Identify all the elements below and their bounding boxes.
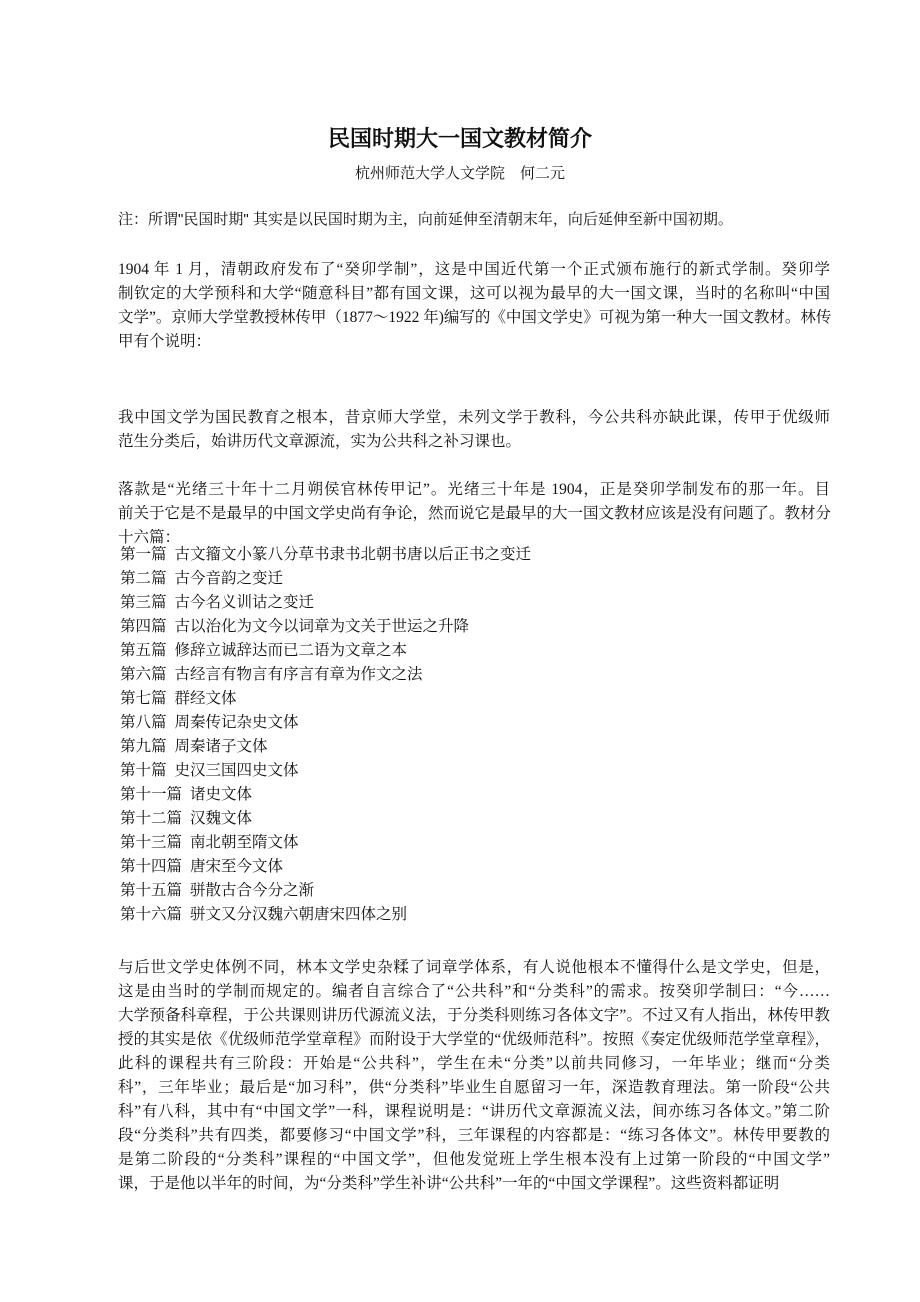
chapter-title: 修辞立诚辞达而已二语为文章之本 <box>174 642 408 659</box>
chapter-title: 周秦传记杂史文体 <box>174 714 299 731</box>
text-line: 落款是“光绪三十年十二月朔侯官林传甲记”。光绪三十年是 1904，正是癸卯学制发布的那一年。目 <box>118 481 830 498</box>
text-line: 1904 年 1 月，清朝政府发布了“癸卯学制”，这是中国近代第一个正式颁布施行的新式学制。癸卯学 <box>118 261 830 278</box>
chapter-number: 第十五篇 <box>120 882 183 899</box>
chapter-number: 第十篇 <box>120 762 167 779</box>
chapter-item <box>120 687 531 711</box>
text-line: 此科的课程共有三阶段：开始是“公共科”，学生在未“分类”以前共同修习，一年毕业；继而“分类 <box>118 1055 830 1072</box>
text-line: 段“分类科”共有四类，都要修习“中国文学”科，三年课程的内容都是：“练习各体文”。林传甲要教的 <box>118 1127 830 1144</box>
chapter-item <box>120 735 531 759</box>
chapter-number: 第五篇 <box>120 642 167 659</box>
chapter-title: 周秦诸子文体 <box>174 738 268 755</box>
note: 注：所谓"民国时期" 其实是以民国时期为主，向前延伸至清朝末年，向后延伸至新中国初期。 <box>118 211 733 228</box>
chapter-item <box>120 783 531 807</box>
chapter-number: 第四篇 <box>120 618 167 635</box>
text-line: 与后世文学史体例不同，林本文学史杂糅了词章学体系，有人说他根本不懂得什么是文学史，但是， <box>118 959 830 976</box>
text-line: 十六篇： <box>118 529 181 546</box>
chapter-title: 骈散古合今分之渐 <box>190 882 315 899</box>
chapter-item <box>120 759 531 783</box>
text-line: 课，于是他以半年的时间，为“分类科”学生补讲“公共科”一年的“中国文学课程”。这些资料都证明 <box>118 1175 780 1192</box>
chapter-number: 第七篇 <box>120 690 167 707</box>
chapter-number: 第二篇 <box>120 570 167 587</box>
chapter-title: 古经言有物言有序言有章为作文之法 <box>174 666 423 683</box>
chapter-number: 第十三篇 <box>120 834 183 851</box>
chapter-item <box>120 879 531 903</box>
chapter-title: 骈文又分汉魏六朝唐宋四体之别 <box>190 906 408 923</box>
author-affiliation: 杭州师范大学人文学院 何二元 <box>354 166 565 182</box>
chapter-title: 南北朝至隋文体 <box>190 834 299 851</box>
chapter-item <box>120 855 531 879</box>
chapter-title: 唐宋至今文体 <box>190 858 284 875</box>
chapter-number: 第十一篇 <box>120 786 183 803</box>
chapter-number: 第一篇 <box>120 546 167 563</box>
chapter-number: 第九篇 <box>120 738 167 755</box>
text-line: 是第二阶段的“分类科”课程的“中国文学”，但他发觉班上学生根本没有上过第一阶段的“中国文学” <box>118 1151 830 1168</box>
paragraph-intro <box>118 258 830 354</box>
chapter-item <box>120 831 531 855</box>
paragraph-inscription <box>118 478 830 550</box>
text-line: 甲有个说明： <box>118 333 212 350</box>
chapter-item <box>120 567 531 591</box>
document-title: 民国时期大一国文教材简介 <box>327 126 592 151</box>
text-line: 科”有八科，其中有“中国文学”一科，课程说明是：“讲历代文章源流义法，间亦练习各体文。”第二阶 <box>118 1103 830 1120</box>
chapter-title: 古以治化为文今以词章为文关于世运之升降 <box>174 618 470 635</box>
paragraph-discussion <box>118 956 830 1196</box>
text-line: 大学预备科章程，于公共课则讲历代源流义法，于分类科则练习各体文字”。不过又有人指出，林传甲教 <box>118 1007 830 1024</box>
chapter-title: 古今音韵之变迁 <box>174 570 284 587</box>
chapter-item <box>120 615 531 639</box>
chapter-title: 群经文体 <box>174 690 237 707</box>
text-line: 授的其实是依《优级师范学堂章程》而附设于大学堂的“优级师范科”。按照《奏定优级师范学堂章程》， <box>118 1031 830 1048</box>
chapter-item <box>120 807 531 831</box>
chapter-title: 汉魏文体 <box>190 810 253 827</box>
chapter-item <box>120 711 531 735</box>
chapter-number: 第十二篇 <box>120 810 183 827</box>
text-line: 这是由当时的学制而规定的。编者自言综合了“公共科”和“分类科”的需求。按癸卯学制曰：“今…… <box>118 983 830 1000</box>
chapter-list <box>120 543 531 927</box>
chapter-title: 诸史文体 <box>190 786 253 803</box>
chapter-title: 古今名义训诂之变迁 <box>174 594 315 611</box>
chapter-item <box>120 639 531 663</box>
chapter-title: 史汉三国四史文体 <box>174 762 299 779</box>
chapter-number: 第六篇 <box>120 666 167 683</box>
text-line: 文学”。京师大学堂教授林传甲（1877～1922 年)编写的《中国文学史》可视为第一种大一国文教材。林传 <box>118 309 832 326</box>
chapter-number: 第三篇 <box>120 594 167 611</box>
text-line: 制钦定的大学预科和大学“随意科目”都有国文课，这可以视为最早的大一国文课，当时的名称叫“中国 <box>118 285 830 302</box>
chapter-title: 古文籀文小篆八分草书隶书北朝书唐以后正书之变迁 <box>174 546 532 563</box>
chapter-number: 第十四篇 <box>120 858 183 875</box>
paragraph-quote <box>118 406 830 454</box>
text-line: 科”，三年毕业；最后是“加习科”，供“分类科”毕业生自愿留习一年，深造教育理法。第一阶段“公共 <box>118 1079 830 1096</box>
chapter-item <box>120 591 531 615</box>
chapter-number: 第十六篇 <box>120 906 183 923</box>
text-line: 前关于它是不是最早的中国文学史尚有争论，然而说它是最早的大一国文教材应该是没有问题了。教材分 <box>118 505 832 522</box>
chapter-item <box>120 663 531 687</box>
text-line: 我中国文学为国民教育之根本，昔京师大学堂，未列文学于教科，今公共科亦缺此课，传甲于优级师 <box>118 409 830 426</box>
chapter-item <box>120 543 531 567</box>
chapter-item <box>120 903 531 927</box>
text-line: 范生分类后，始讲历代文章源流，实为公共科之补习课也。 <box>118 433 522 450</box>
chapter-number: 第八篇 <box>120 714 167 731</box>
